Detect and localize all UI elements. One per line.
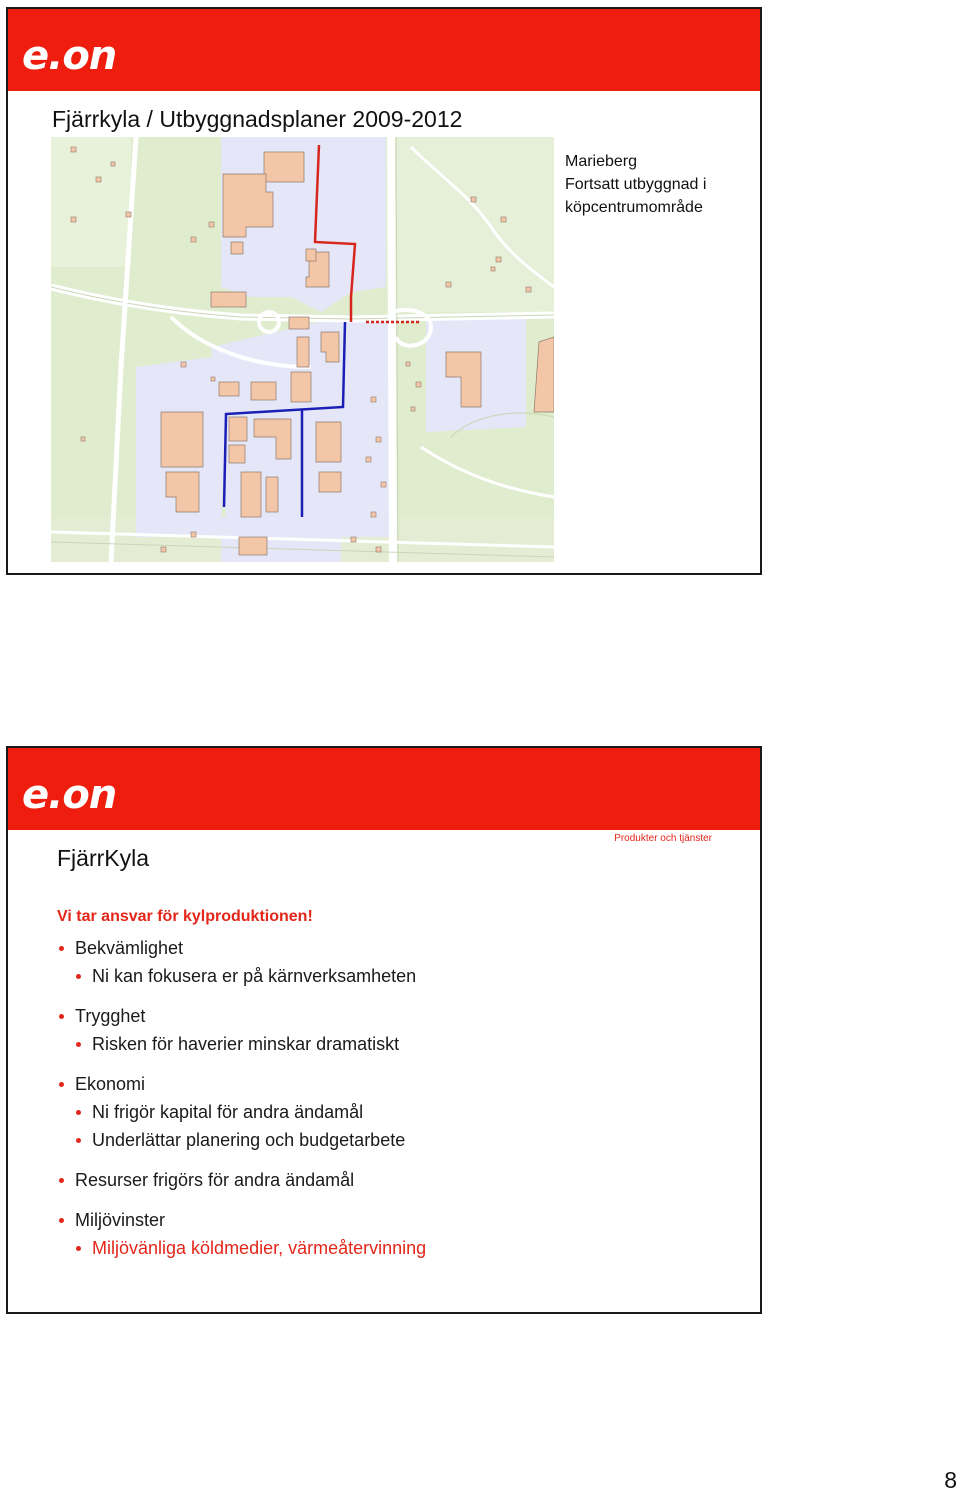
slide-title: Fjärrkyla / Utbyggnadsplaner 2009-2012: [52, 106, 463, 132]
page-number: 8: [944, 1467, 957, 1493]
slide-1: [6, 7, 762, 575]
sub-bullet-item: Underlättar planering och budgetarbete: [57, 1126, 747, 1154]
eon-logo: e.on: [22, 33, 117, 79]
bullet-item: Ekonomi: [57, 1070, 747, 1098]
sub-bullet-item: Miljövänliga köldmedier, värmeåtervinning: [57, 1234, 747, 1262]
slide-title: FjärrKyla: [57, 845, 150, 871]
eon-logo: e.on: [22, 772, 117, 818]
slide-2: [6, 746, 762, 1314]
bullet-item: Trygghet: [57, 1002, 747, 1030]
bullet-item: Bekvämlighet: [57, 934, 747, 962]
sub-bullet-item: Ni kan fokusera er på kärnverksamheten: [57, 962, 747, 990]
headline: Vi tar ansvar för kylproduktionen!: [57, 908, 313, 925]
caption-line: Fortsatt utbyggnad i: [565, 176, 707, 193]
caption-line: köpcentrumområde: [565, 199, 703, 216]
district-cooling-map: [51, 137, 554, 562]
map-caption: [565, 150, 755, 219]
section-tag: Produkter och tjänster: [614, 833, 712, 844]
bullet-item: Resurser frigörs för andra ändamål: [57, 1166, 747, 1194]
bullet-list: [57, 934, 747, 1262]
caption-line: Marieberg: [565, 153, 638, 170]
bullet-item: Miljövinster: [57, 1206, 747, 1234]
sub-bullet-item: Ni frigör kapital för andra ändamål: [57, 1098, 747, 1126]
brand-banner: [8, 748, 760, 830]
sub-bullet-item: Risken för haverier minskar dramatiskt: [57, 1030, 747, 1058]
zone-east-road: [341, 317, 391, 537]
brand-banner: [8, 9, 760, 91]
